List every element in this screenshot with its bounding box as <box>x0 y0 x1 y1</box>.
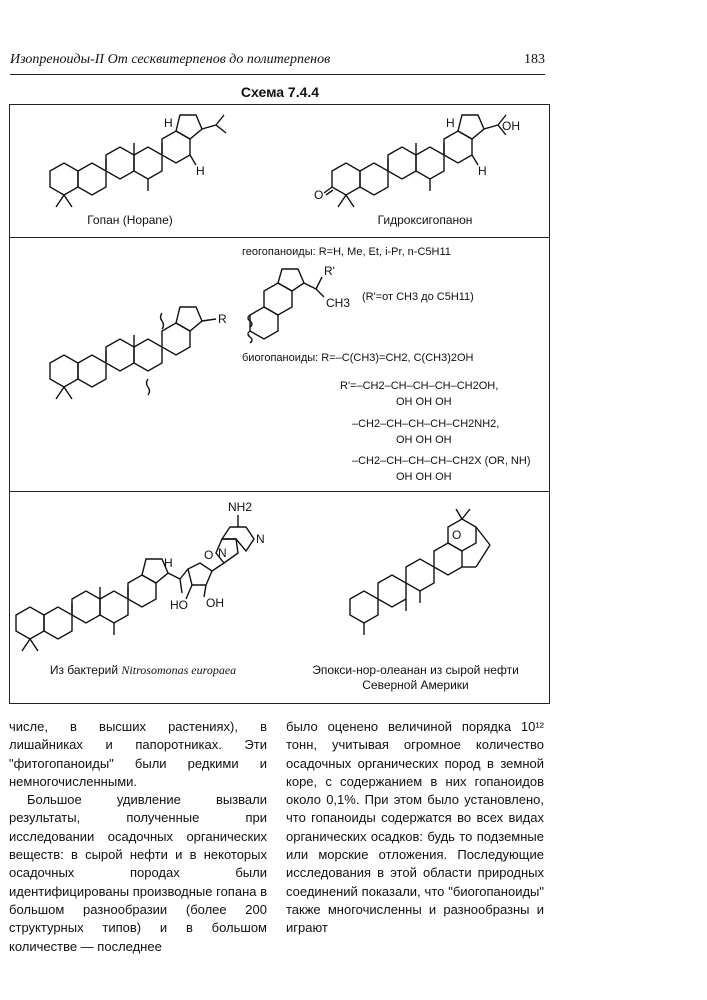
label-nh2: NH2 <box>228 500 253 514</box>
oh-row-1: OH OH OH <box>396 396 452 408</box>
label-h: H <box>478 164 487 178</box>
bacteria-caption <box>28 663 258 678</box>
body-right-column <box>286 718 544 938</box>
label-h: H <box>196 164 205 178</box>
oh-row-3: OH OH OH <box>396 471 452 483</box>
oleanane-caption-line2: Северной Америки <box>362 678 469 692</box>
hydroxyhopanone-structure <box>314 111 532 219</box>
hopane-structure <box>40 111 240 219</box>
chain-1: R'=–CH2–CH–CH–CH–CH2OH, <box>340 380 499 392</box>
running-title: Изопреноиды-II От сесквитерпенов до политерпенов <box>10 52 331 67</box>
oleanane-caption-line1: Эпокси-нор-олеанан из сырой нефти <box>312 663 519 677</box>
body-paragraph: числе, в высших растениях), в лишайниках и папоротниках. Эти "фитогопаноиды" были редкими и немногочисленными. <box>9 719 267 789</box>
hopane-caption: Гопан (Hopane) <box>87 213 173 227</box>
label-ch3: CH3 <box>326 296 351 310</box>
epoxy-nor-oleanane-structure <box>340 509 520 649</box>
scheme-frame <box>9 104 550 704</box>
label-r-prime: R' <box>324 264 335 278</box>
body-paragraph: было оценено величиной порядка 10¹² тонн, учитывая огромное количество осадочных органических пород в земной коре, с содержанием в них гопаноидов около 0,1%. При этом было установлено, что гопаноиды содержатся во всех видах органических осадков: будь то подземные или морские отложения. Последующие исследования в этой области природных соединений показали, что "биогопаноиды" также многочисленны и разнообразны и играют <box>286 719 544 936</box>
label-ho: HO <box>170 598 188 612</box>
label-h: H <box>446 116 455 130</box>
chain-3: –CH2–CH–CH–CH–CH2X (OR, NH) <box>352 455 531 467</box>
oleanane-caption <box>293 663 538 693</box>
label-n: N <box>256 532 265 546</box>
hopanoid-skeleton-structure <box>40 293 230 413</box>
body-left-column <box>9 718 267 956</box>
scheme-title: Схема 7.4.4 <box>240 84 320 100</box>
species-name: Nitrosomonas europaea <box>121 663 237 677</box>
label-r: R <box>218 312 227 326</box>
scheme-divider-2 <box>10 491 549 492</box>
side-chain-structure <box>240 264 351 345</box>
label-h: H <box>164 116 173 130</box>
caption-prefix: Из бактерий <box>49 663 122 677</box>
running-header <box>10 50 545 75</box>
scheme-divider-1 <box>10 237 549 238</box>
adenosylhopane-structure <box>10 500 280 655</box>
geohopanoids-text: геогопаноиды: R=H, Me, Et, i-Pr, n-C5H11 <box>242 246 451 258</box>
biohopanoids-text: биогопаноиды: R=–C(CH3)=CH2, C(CH3)2OH <box>242 352 474 364</box>
hydroxyhopanone-caption: Гидроксигопанон <box>377 213 473 227</box>
chain-2: –CH2–CH–CH–CH–CH2NH2, <box>352 418 500 430</box>
label-oh: OH <box>502 119 520 133</box>
label-oh: OH <box>206 596 224 610</box>
oh-row-2: OH OH OH <box>396 434 452 446</box>
label-n: N <box>218 546 227 560</box>
page-number: 183 <box>524 52 545 67</box>
label-o: O <box>452 528 462 542</box>
r-prime-range: (R'=от CH3 до C5H11) <box>362 291 474 303</box>
label-o: O <box>314 188 324 202</box>
label-o: O <box>204 548 214 562</box>
body-paragraph: Большое удивление вызвали результаты, полученные при исследовании осадочных органических веществ: в сырой нефти и в некоторых осадочных породах были идентифицированы производные гопана в большом разнообразии (более 200 структурных типов) и в большом количестве — последнее <box>9 792 267 954</box>
label-h: H <box>164 556 173 570</box>
